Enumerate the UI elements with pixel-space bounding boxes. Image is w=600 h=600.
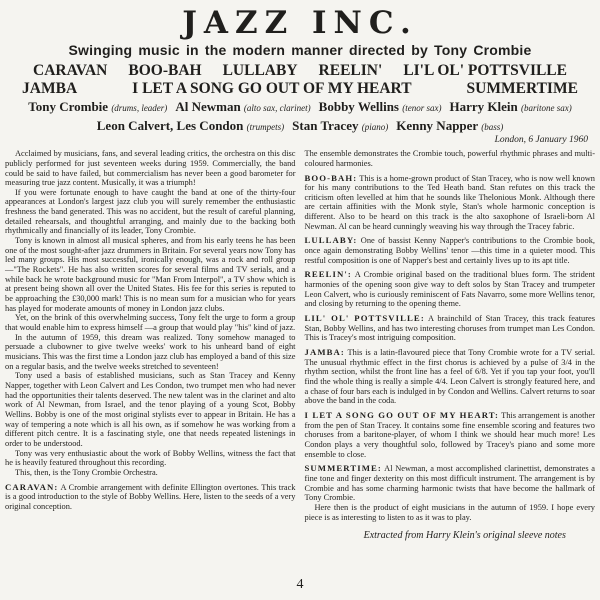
track-title: BOO-BAH <box>128 62 202 79</box>
track-list-line2 <box>5 80 595 97</box>
notes-paragraph: This, then, is the Tony Crombie Orchestra. <box>15 467 158 477</box>
musician-instrument: (piano) <box>361 121 389 132</box>
album-subtitle: Swinging music in the modern manner directed by Tony Crombie <box>68 42 532 58</box>
track-note-paragraph: BOO-BAH: This is a home-grown product of Stan Tracey, who is now well known for his many contributions to the Ted Heath band. Stan refutes on this track the criticism often levelled at him that he sounds like Thelonious Monk. Although there are certain affinities with the Monk style, Stan's whole harmonic conception is different. Also to be heard on this track is the alto saxophone of Israeli-born Al Newman. Al can be heard cunningly weaving his way through the Tracey fabric. <box>304 172 595 231</box>
notes-paragraph: Here then is the product of eight musicians in the autumn of 1959. I hope every piece is as interesting to listen to as it was to play. <box>304 502 595 522</box>
track-title: CARAVAN <box>33 62 108 79</box>
track-note-paragraph: SUMMERTIME: Al Newman, a most accomplished clarinettist, demonstrates a fine tone and finger dexterity on this most difficult instrument. The arrangement is by Crombie and has some charming harmonic twists that have become the hallmark of Tony Crombie. <box>304 463 595 503</box>
track-heading: JAMBA: <box>304 347 345 357</box>
track-title: SUMMERTIME <box>466 80 578 98</box>
left-column <box>5 149 296 541</box>
track-title: LULLABY <box>222 62 298 79</box>
track-title: JAMBA <box>22 80 78 98</box>
recording-dateline: London, 6 January 1960 <box>494 134 588 145</box>
personnel-entry <box>396 117 503 134</box>
personnel-entry <box>97 117 284 134</box>
personnel-entry <box>175 98 310 115</box>
track-title: REELIN' <box>318 62 383 79</box>
musician-instrument: (drums, leader) <box>111 103 168 114</box>
right-column <box>305 149 596 541</box>
musician-instrument: (bass) <box>481 121 504 132</box>
track-note-paragraph: LULLABY: One of bassist Kenny Napper's contributions to the Crombie book, once again demonstrating Bobby Wellins' tenor —this time in a quieter mood. This restful composition is one of Napper's best and certainly lives up to its apt title. <box>304 235 596 265</box>
track-title: LI'L OL' POTTSVILLE <box>403 62 567 79</box>
musician-instrument: (alto sax, clarinet) <box>243 103 311 114</box>
track-heading: BOO-BAH: <box>304 172 358 183</box>
musician-name: Kenny Napper <box>396 117 482 133</box>
personnel-entry <box>28 98 167 115</box>
musician-name: Stan Tracey <box>292 117 362 133</box>
notes-paragraph: Tony is known in almost all musical spheres, and from his early teens he has been one of the most sought-after jazz drummers in Britain. For several years now Tony has led many groups. His most successful, ironically enough, was a rock and roll group —"The Rockets". He has also written scores for several films and TV serials, and a while back he wrote background music for "Man From Interpol", a TV show which is at present being shown all over the United States. His fee for this series is reputed to be approaching the £30,000 mark! This is no mean sum for a musician who for years has played for moderate amounts of money in London jazz clubs. <box>5 236 296 313</box>
header <box>5 5 595 145</box>
musician-instrument: (trumpets) <box>246 121 285 132</box>
page-number: 4 <box>296 577 304 592</box>
track-note-paragraph: LIL' OL' POTTSVILLE: A brainchild of Stan Tracey, this track features Stan, Bobby Wellins, and has two interesting choruses from trumpet man Les Condon. This is Tracey's most intriguing composition. <box>304 313 595 343</box>
musician-name: Harry Klein <box>449 99 521 115</box>
album-title: JAZZ INC. <box>182 5 418 41</box>
track-note-paragraph: CARAVAN: A Crombie arrangement with definite Ellington overtones. This track is a good introduction to the style of Bobby Wellins. Here, listen to the seeds of a very original conception. <box>5 481 296 511</box>
track-heading: CARAVAN: <box>5 481 59 492</box>
right-column-paragraphs <box>305 149 596 522</box>
musician-name: Bobby Wellins <box>318 99 403 115</box>
liner-notes-body <box>5 149 595 541</box>
track-heading: LULLABY: <box>304 235 358 246</box>
track-heading: SUMMERTIME: <box>304 463 382 474</box>
musician-name: Leon Calvert, Les Condon <box>96 117 247 133</box>
musician-instrument: (tenor sax) <box>402 103 442 114</box>
credit-line: Extracted from Harry Klein's original sleeve notes <box>363 530 566 542</box>
track-note-paragraph: JAMBA: This is a latin-flavoured piece that Tony Crombie wrote for a TV serial. The unusual rhythmic effect in the first chorus is achieved by a pulse of 3/4 in the rhythm section, whilst the front line has a feel of 6/8. Yet if you tap your foot, you'll find the whole thing is really a simple 4/4. Leon Calvert is strongly featured here, and a chase of four bars each is indulged in by Condon and Wellins. Calvert returns to soar above the band in the coda. <box>304 347 595 406</box>
track-heading: LIL' OL' POTTSVILLE: <box>304 313 425 324</box>
track-heading: I LET A SONG GO OUT OF MY HEART: <box>304 409 500 420</box>
musician-instrument: (baritone sax) <box>521 103 572 114</box>
notes-paragraph: Tony was very enthusiastic about the work of Bobby Wellins, witness the fact that he is heavily featured throughout this recording. <box>5 448 296 468</box>
track-list-line1 <box>5 62 595 79</box>
personnel-line2 <box>5 118 595 135</box>
musician-name: Al Newman <box>175 99 244 115</box>
notes-paragraph: Acclaimed by musicians, fans, and several leading critics, the orchestra on this disc publicly performed for just seventeen weeks during 1959. Commercially, the band could be said to have failed, but commercialism has never been a good barometer for measuring true jazz content. Musically, it was a triumph! <box>5 149 296 188</box>
personnel-line1 <box>5 99 595 116</box>
notes-paragraph: Yet, on the brink of this overwhelming success, Tony felt the urge to form a group that would enable him to express himself —a group that would play "his" kind of jazz. <box>5 313 296 332</box>
track-title: I LET A SONG GO OUT OF MY HEART <box>132 80 412 98</box>
musician-name: Tony Crombie <box>28 99 112 115</box>
personnel-entry <box>292 117 388 134</box>
notes-paragraph: The ensemble demonstrates the Crombie touch, powerful rhythmic phrases and multi-coloured harmonies. <box>304 149 595 168</box>
track-note-paragraph: I LET A SONG GO OUT OF MY HEART: This arrangement is another from the pen of Stan Tracey. It contains some fine ensemble scoring and features two choruses from a baritone-player, of whom I think we should hear much more! Les Condon plays a very thoughtful solo, followed by Tracey's piano and some more ensemble to close. <box>304 409 595 459</box>
track-heading: REELIN': <box>304 269 352 280</box>
personnel-entry <box>450 98 572 115</box>
track-note-paragraph: REELIN': A Crombie original based on the traditional blues form. The strident harmonies of the opening soon give way to deft solos by Stan Tracey and trumpeter Leon Calvert, who is curiously reminiscent of Fats Navarro, some more Wellins tenor, and closing by returning to the opening theme. <box>304 269 595 309</box>
personnel-entry <box>319 98 442 115</box>
notes-paragraph: If you were fortunate enough to have caught the band at one of the thirty-four appearances at London's largest jazz club you will surely remember the enthusiastic freshness the band generated. This was no accident, but the result of careful planning, detailed rehearsals, and thoughtful arranging, and mainly due to the backing both rhythmically and financially of its leader, Tony Crombie. <box>5 187 296 236</box>
notes-paragraph: In the autumn of 1959, this dream was realized. Tony somehow managed to persuade a clubowner to give twelve weeks' work to his unheard band of eight musicians. This was the first time a London jazz club has employed a band of this size on a regular basis, and the twelve weeks stretched to seventeen! <box>5 332 296 371</box>
notes-paragraph: Tony used a basis of established musicians, such as Stan Tracey and Kenny Napper, together with Leon Calvert and Les Condon, two trumpet men who had never had the opportunities their talents deserved. The new talent was in the clarinet and alto work of Al Newman, from Israel, and the tenor playing of a young Scot, Bobby Wellins. Bobby is one of the most original stylists ever to appear in Britain. He has a way of tempering a note which is all his own, as if somehow he was working from a different pitch centre. It is a fascinating style, one that needs repeated listenings in order to be understood. <box>5 371 296 448</box>
